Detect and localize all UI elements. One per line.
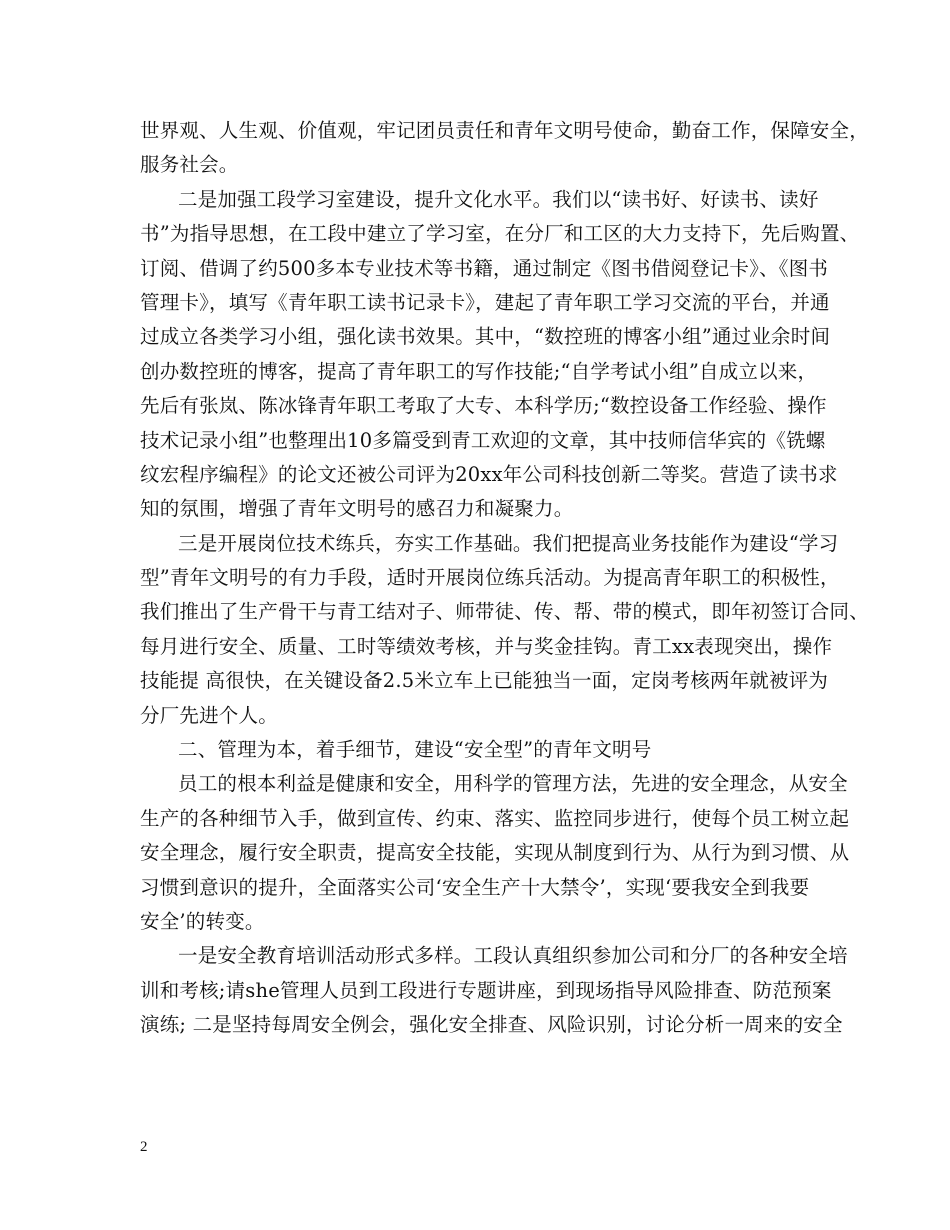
text-line: 员工的根本利益是健康和安全，用科学的管理方法，先进的安全理念，从安全	[178, 772, 848, 796]
text-line: 一是安全教育培训活动形式多样。工段认真组织参加公司和分厂的各种安全培	[178, 944, 848, 968]
text-line: 服务社会。	[140, 153, 239, 177]
text-line: 训和考核;请she管理人员到工段进行专题讲座，到现场指导风险排查、防范预案	[140, 978, 832, 1002]
text-line: 技术记录小组”也整理出10多篇受到青工欢迎的文章，其中技师信华宾的《铣螺	[140, 428, 826, 452]
text-line: 安全’的转变。	[140, 909, 265, 933]
text-line: 世界观、人生观、价值观，牢记团员责任和青年文明号使命，勤奋工作，保障安全，	[140, 119, 869, 142]
text-line: 创办数控班的博客，提高了青年职工的写作技能;“自学考试小组”自成立以来，	[140, 359, 818, 383]
text-line: 安全理念，履行安全职责，提高安全技能，实现从制度到行为、从行为到习惯、从	[140, 841, 850, 865]
text-line: 演练; 二是坚持每周安全例会，强化安全排查、风险识别，讨论分析一周来的安全	[140, 1013, 843, 1037]
text-line: 我们推出了生产骨干与青工结对子、师带徒、传、帮、带的模式，即年初签订合同、	[140, 600, 869, 624]
text-line: 纹宏程序编程》的论文还被公司评为20xx年公司科技创新二等奖。营造了读书求	[140, 462, 838, 486]
page-number: 2	[140, 1139, 148, 1155]
text-line: 知的氛围，增强了青年文明号的感召力和凝聚力。	[140, 497, 574, 521]
text-line: 技能提 高很快，在关键设备2.5米立车上已能独当一面，定岗考核两年就被评为	[140, 669, 829, 693]
text-line: 书”为指导思想，在工段中建立了学习室，在分厂和工区的大力支持下，先后购置、	[140, 222, 860, 246]
text-line: 二是加强工段学习室建设，提升文化水平。我们以“读书好、好读书、读好	[178, 187, 819, 211]
text-line: 三是开展岗位技术练兵，夯实工作基础。我们把提高业务技能作为建设“学习	[178, 531, 839, 555]
text-line: 习惯到意识的提升，全面落实公司‘安全生产十大禁令’，实现‘要我安全到我要	[140, 875, 810, 899]
text-line: 先后有张岚、陈冰锋青年职工考取了大专、本科学历;“数控设备工作经验、操作	[140, 394, 827, 418]
text-line: 订阅、借调了约500多本专业技术等书籍，通过制定《图书借阅登记卡》、《图书	[140, 256, 829, 280]
text-line: 每月进行安全、质量、工时等绩效考核，并与奖金挂钩。青工xx表现突出，操作	[140, 634, 833, 658]
document-body	[140, 114, 869, 1043]
text-line: 二、管理为本，着手细节，建设“安全型”的青年文明号	[178, 738, 652, 762]
text-line: 分厂先进个人。	[140, 703, 278, 727]
text-line: 过成立各类学习小组，强化读书效果。其中，“数控班的博客小组”通过业余时间	[140, 325, 831, 349]
text-line: 型”青年文明号的有力手段，适时开展岗位练兵活动。为提高青年职工的积极性，	[140, 566, 840, 590]
text-line: 生产的各种细节入手，做到宣传、约束、落实、监控同步进行，使每个员工树立起	[140, 806, 850, 830]
text-line: 管理卡》，填写《青年职工读书记录卡》，建起了青年职工学习交流的平台，并通	[140, 290, 830, 314]
